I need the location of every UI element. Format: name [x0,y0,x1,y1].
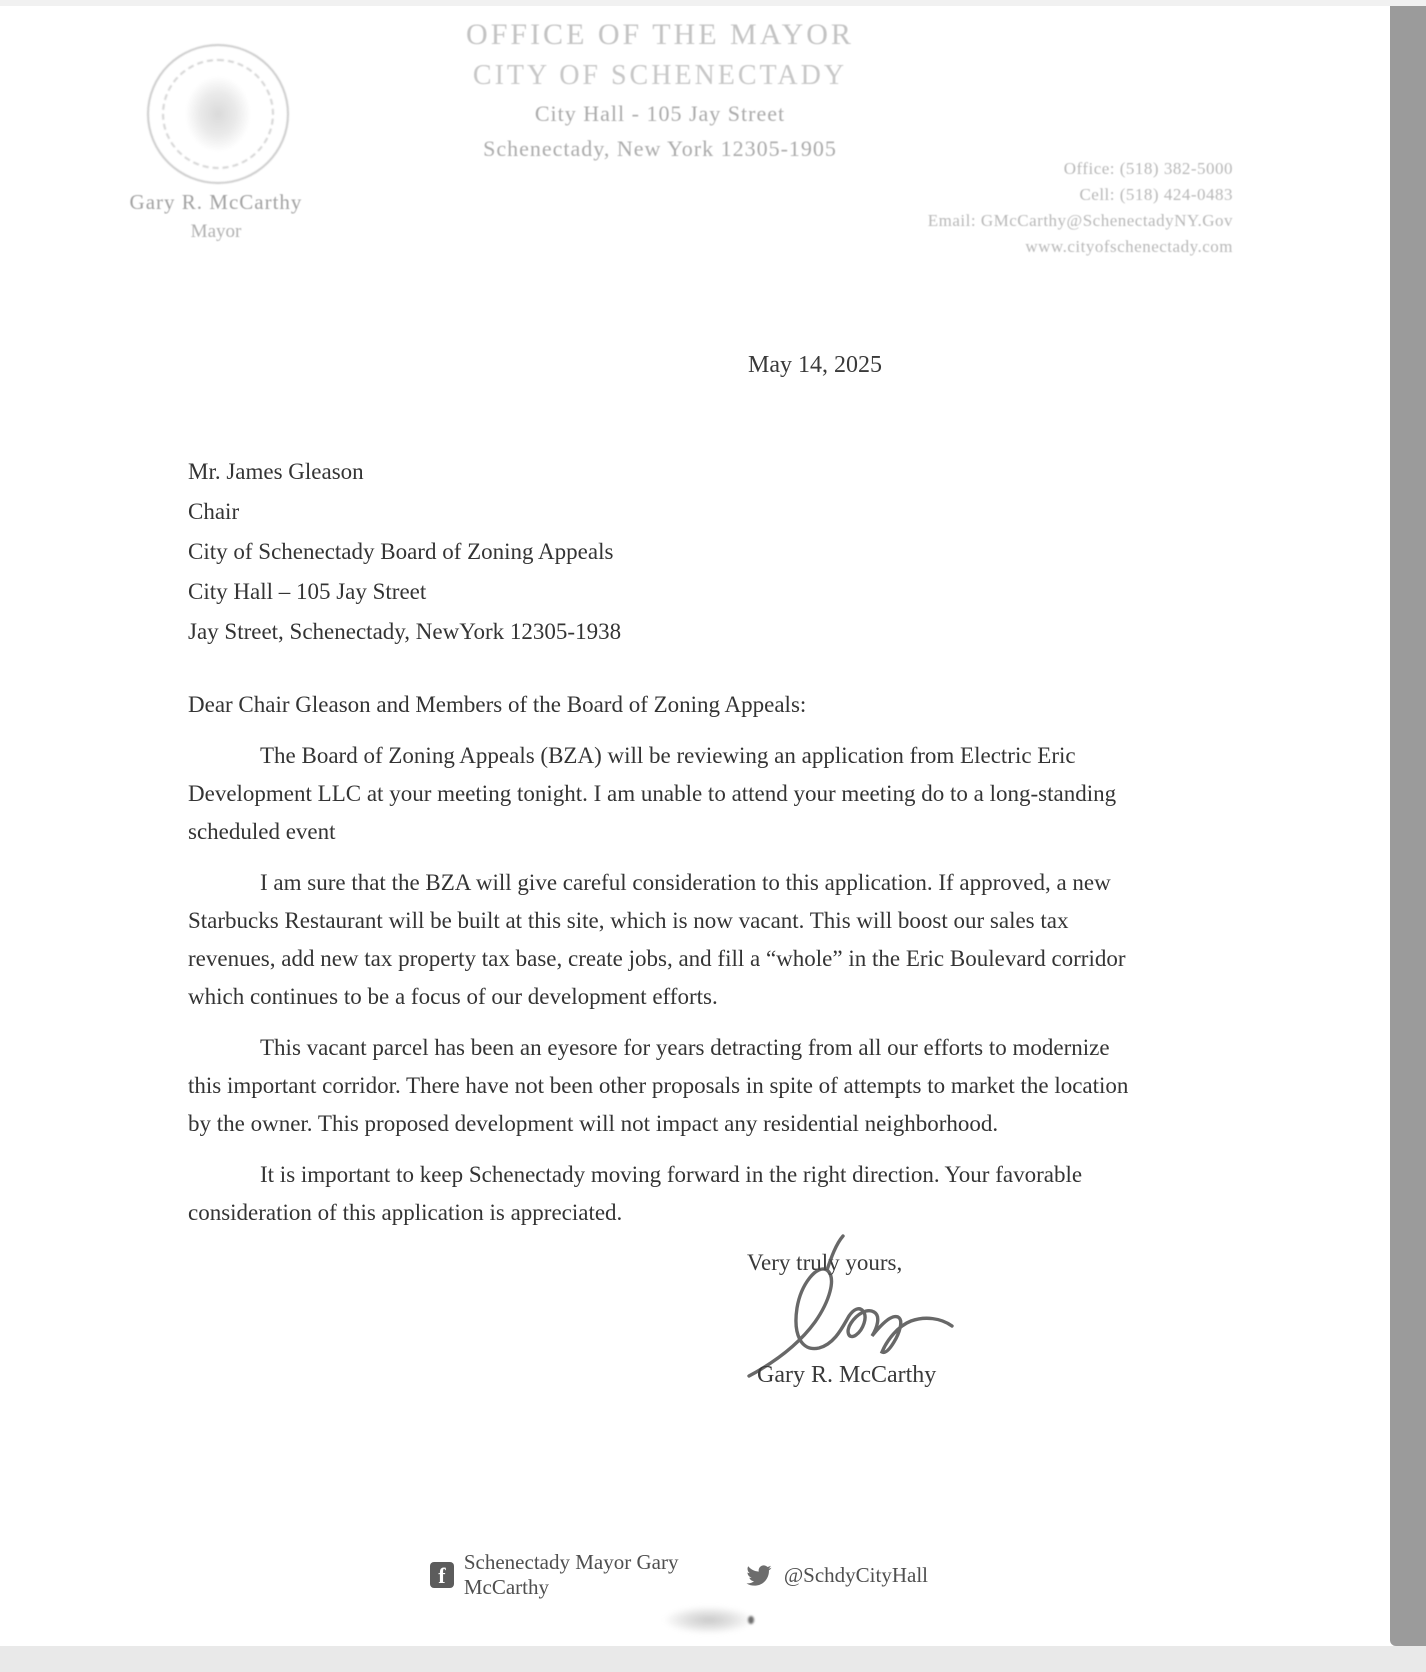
letterhead [330,14,990,166]
official-block [118,186,314,246]
contact-cell-phone: Cell: (518) 424-0483 [1079,185,1233,204]
closing-block [700,1250,1020,1388]
official-name: Gary R. McCarthy [129,190,303,214]
official-title: Mayor [190,221,242,242]
recipient-name: Mr. James Gleason [188,459,364,484]
handwritten-signature-icon [730,1232,970,1382]
recipient-address-line2: Jay Street, Schenectady, NewYork 12305-1938 [188,619,622,644]
letterhead-office-line: OFFICE OF THE MAYOR [466,18,854,51]
recipient-address-block [188,452,1146,652]
paragraph-2: I am sure that the BZA will give careful consideration to this application. If approved, a new Starbucks Restaurant will be built at this site, which is now vacant. This will boost our sales tax revenues, add new tax property tax base, create jobs, and fill a “whole” in the Eric Boulevard corridor which continues to be a focus of our development efforts. [188,870,1126,1009]
scan-smudge-dot [748,1616,754,1624]
twitter-label: @SchdyCityHall [783,1562,928,1587]
recipient-title: Chair [188,499,240,524]
contact-website: www.cityofschenectady.com [1025,237,1233,256]
contact-email: Email: GMcCarthy@SchenectadyNY.Gov [927,211,1233,230]
facebook-group [430,1550,744,1600]
social-footer [430,1550,928,1600]
recipient-address-line1: City Hall – 105 Jay Street [188,579,427,604]
scan-bottom-edge [0,1646,1426,1672]
scan-right-edge [1390,6,1426,1646]
paragraph-3: This vacant parcel has been an eyesore for years detracting from all our efforts to modernize this important corridor. There have not been other proposals in spite of attempts to market the location by the owner. This proposed development will not impact any residential neighborhood. [188,1035,1129,1136]
contact-office-phone: Office: (518) 382-5000 [1063,159,1233,178]
letterhead-address-line2: Schenectady, New York 12305-1905 [483,136,837,161]
scan-smudge-artifact [663,1606,755,1634]
facebook-icon: f [430,1562,454,1588]
salutation: Dear Chair Gleason and Members of the Board of Zoning Appeals: [188,692,807,717]
letter-body [188,452,1146,1232]
scan-top-edge [0,0,1426,6]
letter-date: May 14, 2025 [748,352,882,378]
paragraph-4: It is important to keep Schenectady moving forward in the right direction. Your favorable consideration of this application is appreciated. [188,1162,1083,1225]
twitter-icon [744,1563,774,1588]
letterhead-city-line: CITY OF SCHENECTADY [472,60,848,91]
recipient-organization: City of Schenectady Board of Zoning Appeals [188,539,614,564]
contact-block [813,156,1233,260]
signature-printed-name: Gary R. McCarthy [757,1362,937,1388]
closing-phrase: Very truly yours, [747,1250,903,1275]
facebook-label: Schenectady Mayor Gary McCarthy [463,1550,679,1599]
paragraph-1: The Board of Zoning Appeals (BZA) will be reviewing an application from Electric Eric Development LLC at your meeting tonight. I am unable to attend your meeting do to a long-standing scheduled event [188,743,1117,844]
city-seal-icon [147,44,289,184]
twitter-group [744,1563,928,1588]
letterhead-address-line1: City Hall - 105 Jay Street [534,101,786,126]
